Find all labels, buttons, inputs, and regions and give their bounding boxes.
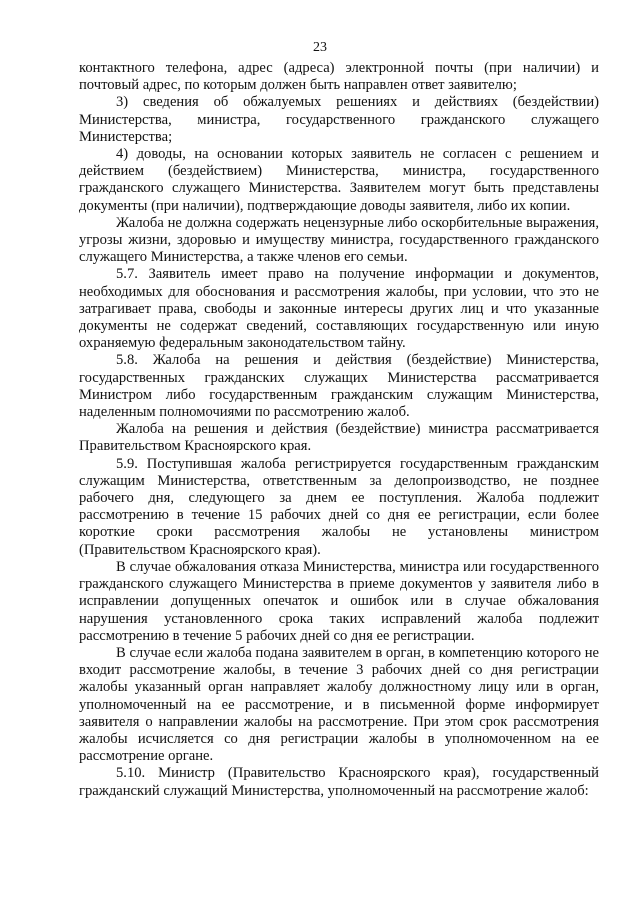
paragraph-item-4: 4) доводы, на основании которых заявитель не согласен с решением и действием (бездействием) Министерства, министра, государственного гражданского служащего Министерства. Заявителем могут быть представлены документы (при наличии), подтверждающие доводы заявителя, либо их копии.	[79, 146, 599, 214]
paragraph-5-8: 5.8. Жалоба на решения и действия (бездействие) Министерства, государственных гражданских служащих Министерства рассматривается Министром либо государственным гражданским служащим Министерства, наделенным полномочиями по рассмотрению жалоб.	[79, 352, 599, 421]
paragraph-refusal-appeal: В случае обжалования отказа Министерства, министра или государственного гражданского служащего Министерства в приеме документов у заявителя либо в исправлении допущенных опечаток и ошибок или в случае обжалования нарушения установленного срока таких исправлений жалоба подлежит рассмотрению в течение 5 рабочих дней со дня ее регистрации.	[79, 558, 599, 644]
paragraph-5-10: 5.10. Министр (Правительство Красноярского края), государственный гражданский служащий Министерства, уполномоченный на рассмотрение жалоб:	[79, 765, 599, 799]
paragraph-5-7: 5.7. Заявитель имеет право на получение информации и документов, необходимых для обоснования и рассмотрения жалобы, при условии, что это не затрагивает права, свободы и законные интересы других лиц и что указанные документы не содержат сведений, составляющих государственную или иную охраняемую федеральным законодательством тайну.	[79, 266, 599, 352]
document-body	[79, 60, 599, 800]
page-number: 23	[313, 40, 327, 55]
paragraph-wrong-authority: В случае если жалоба подана заявителем в орган, в компетенцию которого не входит рассмотрение жалобы, в течение 3 рабочих дней со дня регистрации жалобы указанный орган направляет жалобу должностному лицу или в орган, уполномоченный на ее рассмотрение, и в письменной форме информирует заявителя о направлении жалобы на рассмотрение. При этом срок рассмотрения жалобы исчисляется со дня регистрации жалобы в уполномоченном на ее рассмотрение органе.	[79, 644, 599, 765]
paragraph-minister-complaint: Жалоба на решения и действия (бездействие) министра рассматривается Правительством Красноярского края.	[79, 421, 599, 455]
paragraph-item-3: 3) сведения об обжалуемых решениях и действиях (бездействии) Министерства, министра, государственного гражданского служащего Министерства;	[79, 94, 599, 145]
paragraph-contact-info: контактного телефона, адрес (адреса) электронной почты (при наличии) и почтовый адрес, по которым должен быть направлен ответ заявителю;	[79, 60, 599, 94]
paragraph-5-9: 5.9. Поступившая жалоба регистрируется государственным гражданским служащим Министерства, ответственным за делопроизводство, не позднее рабочего дня, следующего за днем ее поступления. Жалоба подлежит рассмотрению в течение 15 рабочих дней со дня ее регистрации, если более короткие сроки рассмотрения жалобы не установлены министром (Правительством Красноярского края).	[79, 455, 599, 558]
paragraph-complaint-content: Жалоба не должна содержать нецензурные либо оскорбительные выражения, угрозы жизни, здоровью и имуществу министра, государственного гражданского служащего Министерства, а также членов его семьи.	[79, 214, 599, 266]
